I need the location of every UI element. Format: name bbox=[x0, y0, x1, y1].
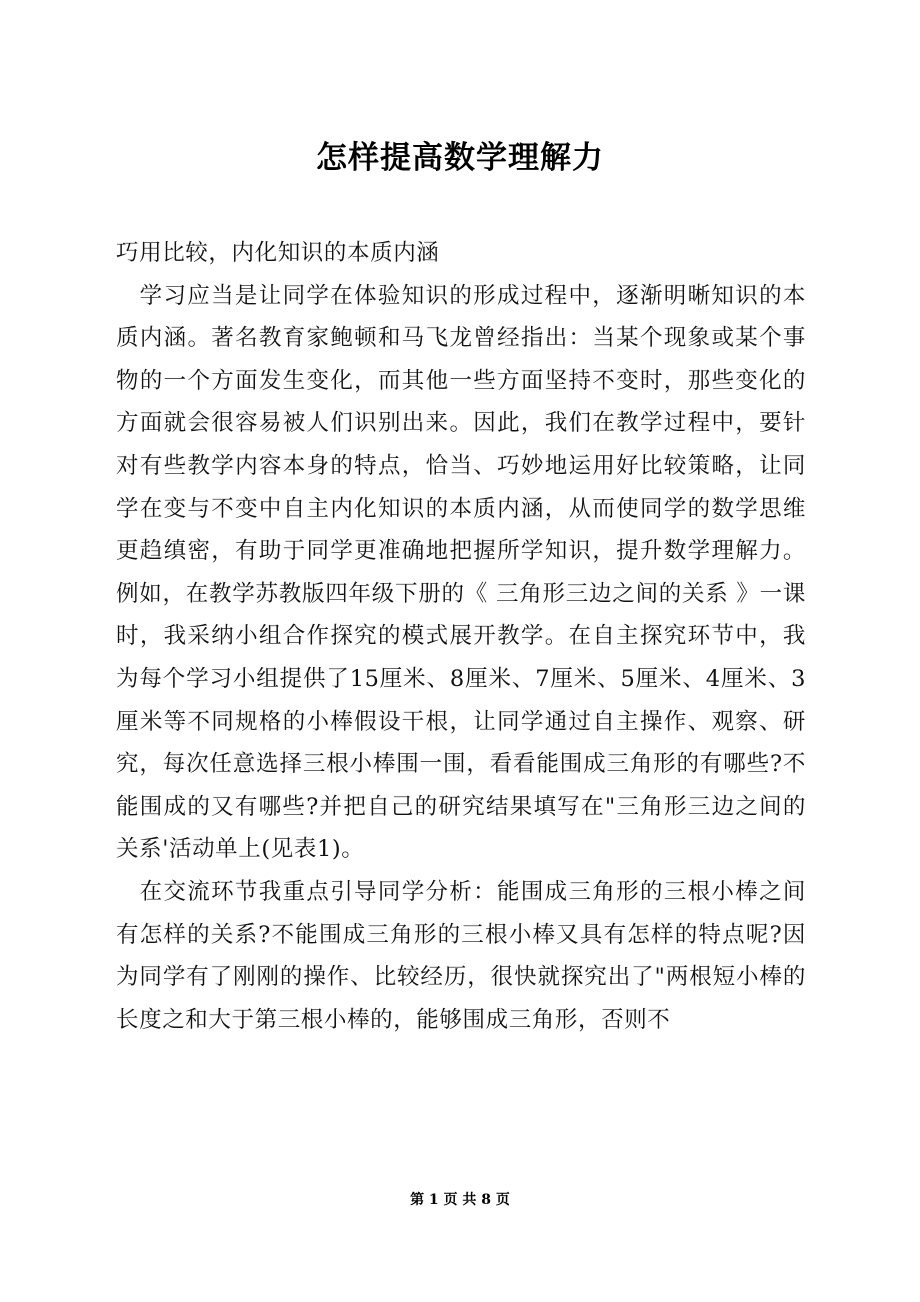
document-title: 怎样提高数学理解力 bbox=[316, 140, 604, 176]
page-number-footer: 第 1 页 共 8 页 bbox=[410, 1192, 510, 1208]
document-body bbox=[116, 232, 806, 1041]
section-heading: 巧用比较，内化知识的本质内涵 bbox=[116, 240, 440, 266]
body-paragraph-2: 在交流环节我重点引导同学分析：能围成三角形的三根小棒之间有怎样的关系?不能围成三角形的三根小棒又具有怎样的特点呢?因为同学有了刚刚的操作、比较经历，很快就探究出了"两根短小棒的长度之和大于第三根小棒的，能够围成三角形，否则不 bbox=[116, 878, 806, 1033]
body-paragraph-1: 学习应当是让同学在体验知识的形成过程中，逐渐明晰知识的本质内涵。著名教育家鲍顿和马飞龙曾经指出：当某个现象或某个事物的一个方面发生变化，而其他一些方面坚持不变时，那些变化的方面就会很容易被人们识别出来。因此，我们在教学过程中，要针对有些教学内容本身的特点，恰当、巧妙地运用好比较策略，让同学在变与不变中自主内化知识的本质内涵，从而使同学的数学思维更趋缜密，有助于同学更准确地把握所学知识，提升数学理解力。例如，在教学苏教版四年级下册的《 三角形三边之间的关系 》一课时，我采纳小组合作探究的模式展开教学。在自主探究环节中，我为每个学习小组提供了15厘米、8厘米、7厘米、5厘米、4厘米、3厘米等不同规格的小棒假设干根，让同学通过自主操作、观察、研究，每次任意选择三根小棒围一围，看看能围成三角形的有哪些?不能围成的又有哪些?并把自己的研究结果填写在"三角形三边之间的关系'活动单上(见表1)。 bbox=[116, 282, 806, 863]
